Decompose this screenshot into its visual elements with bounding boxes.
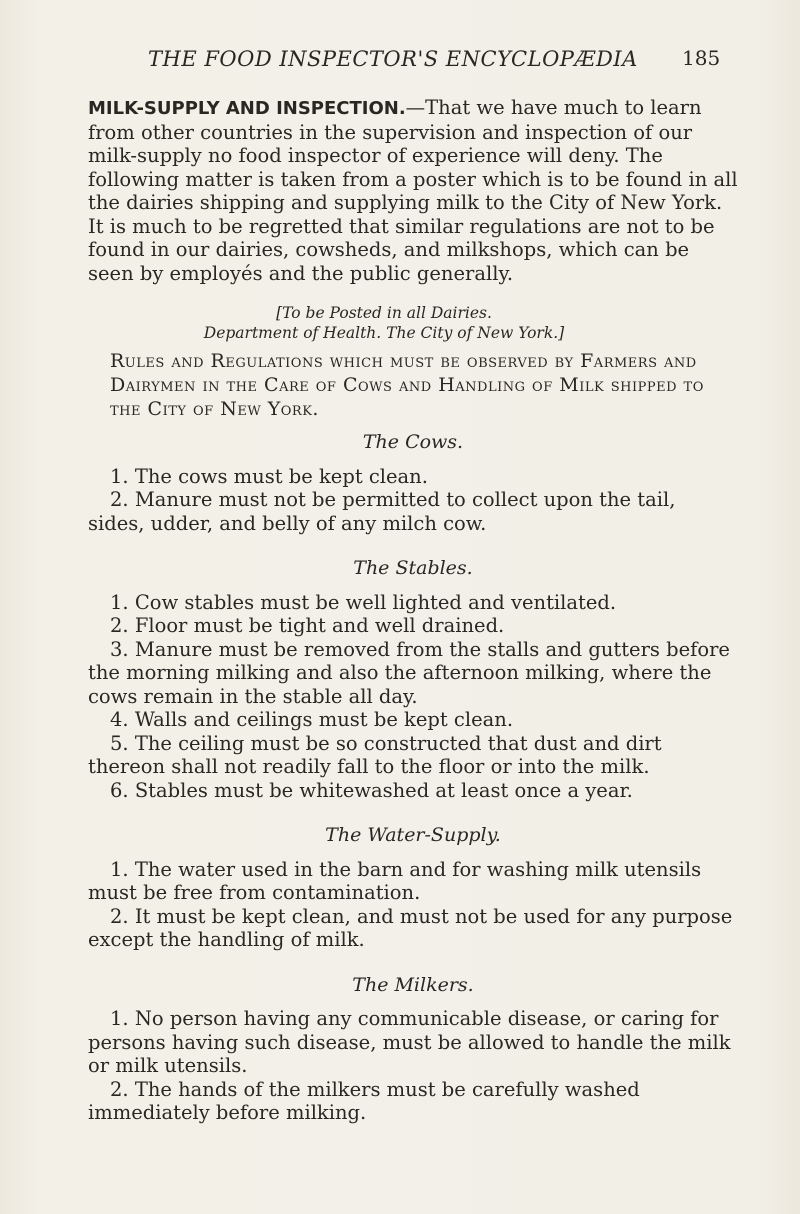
- section-title: The Cows.: [362, 431, 464, 453]
- rules-title: Rules and Regulations which must be observed by Farmers and Dairymen in the Care of Cows and Handling of Milk shipped to the City of New York.: [110, 350, 704, 420]
- posting-note: [144, 303, 624, 343]
- item-text: Manure must be removed from the stalls and gutters before the morning milking and also the afternoon milking, where the cows remain in the stable all day.: [88, 637, 730, 708]
- section-title: The Stables.: [353, 557, 473, 579]
- item-text: The hands of the milkers must be carefully washed immediately before milking.: [88, 1077, 640, 1124]
- item-number: 4.: [110, 708, 129, 731]
- item-text: Manure must not be permitted to collect upon the tail, sides, udder, and belly of any milch cow.: [88, 488, 676, 535]
- intro-lead: MILK-SUPPLY AND INSPECTION.: [88, 98, 406, 119]
- list-item: [88, 1078, 738, 1125]
- page-body: [88, 96, 738, 1125]
- list-item: [88, 905, 738, 952]
- list-item: [88, 614, 738, 638]
- item-text: It must be kept clean, and must not be used for any purpose except the handling of milk.: [88, 904, 733, 951]
- item-number: 1.: [110, 464, 129, 488]
- page-number: 185: [682, 46, 721, 70]
- item-text: The ceiling must be so constructed that dust and dirt thereon shall not readily fall to the floor or into the milk.: [88, 731, 662, 778]
- list-item: [88, 858, 738, 905]
- item-number: 1.: [110, 1007, 129, 1030]
- list-item: [88, 779, 738, 803]
- list-item: [88, 638, 738, 709]
- item-text: The cows must be kept clean.: [134, 464, 428, 488]
- list-item: [88, 1007, 738, 1078]
- item-number: 5.: [110, 731, 129, 755]
- section-title: The Water-Supply.: [325, 824, 501, 846]
- section-title: The Milkers.: [352, 973, 474, 996]
- item-text: No person having any communicable disease, or caring for persons having such disease, must be allowed to handle the milk or milk utensils.: [88, 1007, 731, 1077]
- item-number: 2.: [110, 614, 129, 637]
- item-number: 2.: [110, 1077, 129, 1101]
- list-item: [88, 488, 738, 535]
- item-number: 6.: [110, 778, 129, 802]
- item-number: 2.: [110, 488, 129, 511]
- posting-note-line2: Department of Health. The City of New York.]: [203, 324, 565, 342]
- item-number: 1.: [110, 857, 129, 881]
- running-title: THE FOOD INSPECTOR'S ENCYCLOPÆDIA: [148, 47, 638, 71]
- item-text: Cow stables must be well lighted and ventilated.: [134, 590, 617, 614]
- list-item: [88, 732, 738, 779]
- intro-paragraph: [88, 96, 738, 285]
- list-item: [88, 465, 738, 489]
- item-text: Stables must be whitewashed at least once a year.: [134, 778, 633, 802]
- intro-text: —That we have much to learn from other countries in the supervision and inspection of our milk-supply no food inspector of experience will deny. The following matter is taken from a poster which is to be found in all the dairies shipping and supplying milk to the City of New York. It is much to be regretted that similar regulations are not to be found in our dairies, cowsheds, and milkshops, which can be seen by employés and the public generally.: [88, 96, 738, 285]
- item-number: 1.: [110, 590, 129, 614]
- section-stables: [88, 557, 738, 802]
- item-number: 2.: [110, 904, 129, 928]
- section-milkers: [88, 974, 738, 1125]
- item-text: Floor must be tight and well drained.: [134, 614, 505, 637]
- item-text: The water used in the barn and for washing milk utensils must be free from contamination.: [88, 857, 702, 904]
- section-water-supply: [88, 824, 738, 952]
- section-cows: [88, 431, 738, 535]
- posting-note-line1: [To be Posted in all Dairies.: [276, 304, 492, 322]
- item-text: Walls and ceilings must be kept clean.: [134, 708, 514, 731]
- list-item: [88, 708, 738, 732]
- list-item: [88, 591, 738, 615]
- item-number: 3.: [110, 637, 129, 661]
